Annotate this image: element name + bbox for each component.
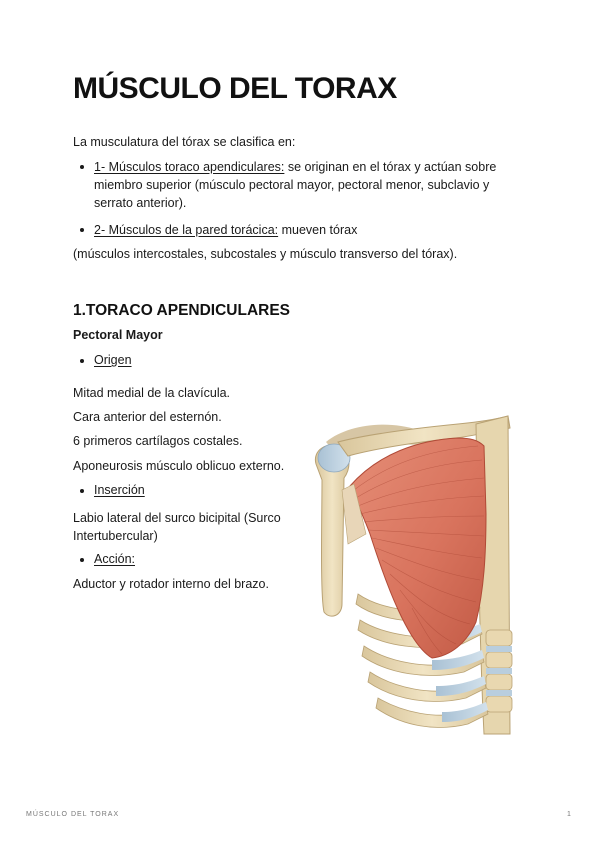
bullet-icon [80, 228, 84, 232]
after-list-text: (músculos intercostales, subcostales y músculo transverso del tórax). [73, 247, 458, 261]
footer-title: MÚSCULO DEL TORAX [26, 811, 120, 818]
list-item-text: se originan en el tórax y actúan sobre miembro superior (músculo pectoral mayor, pectoral menor, subclavio y serrato anterior). [94, 160, 497, 210]
accion-label: Acción: [94, 552, 135, 566]
origen-line: Cara anterior del esternón. [73, 410, 222, 424]
insercion-text: Labio lateral del surco bicipital (Surco Intertubercular) [73, 511, 281, 543]
classification-list [73, 158, 523, 239]
list-item-label: 2- Músculos de la pared torácica: [94, 223, 279, 237]
section-heading: 1.TORACO APENDICULARES [73, 302, 291, 319]
accion-text: Aductor y rotador interno del brazo. [73, 577, 269, 591]
origen-line: Aponeurosis músculo oblicuo externo. [73, 459, 285, 473]
bullet-icon [80, 165, 84, 169]
origen-line: 6 primeros cartílagos costales. [73, 434, 243, 448]
pectoralis-major-illustration [308, 394, 514, 740]
accion-bullet [73, 552, 135, 566]
page-number: 1 [567, 811, 571, 818]
origen-line: Mitad medial de la clavícula. [73, 386, 231, 400]
origen-bullet [73, 353, 132, 367]
section-subheading: Pectoral Mayor [73, 328, 163, 342]
intro-text: La musculatura del tórax se clasifica en: [73, 135, 296, 149]
bullet-icon [80, 489, 84, 493]
list-item-label: 1- Músculos toraco apendiculares: [94, 160, 285, 174]
bullet-icon [80, 359, 84, 363]
origen-label: Origen [94, 353, 132, 367]
list-item-text: mueven tórax [278, 223, 358, 237]
insercion-label: Inserción [94, 483, 145, 497]
list-item [73, 158, 523, 212]
bullet-icon [80, 558, 84, 562]
page-title: MÚSCULO DEL TORAX [73, 72, 397, 105]
insercion-bullet [73, 483, 145, 497]
list-item [73, 221, 523, 239]
